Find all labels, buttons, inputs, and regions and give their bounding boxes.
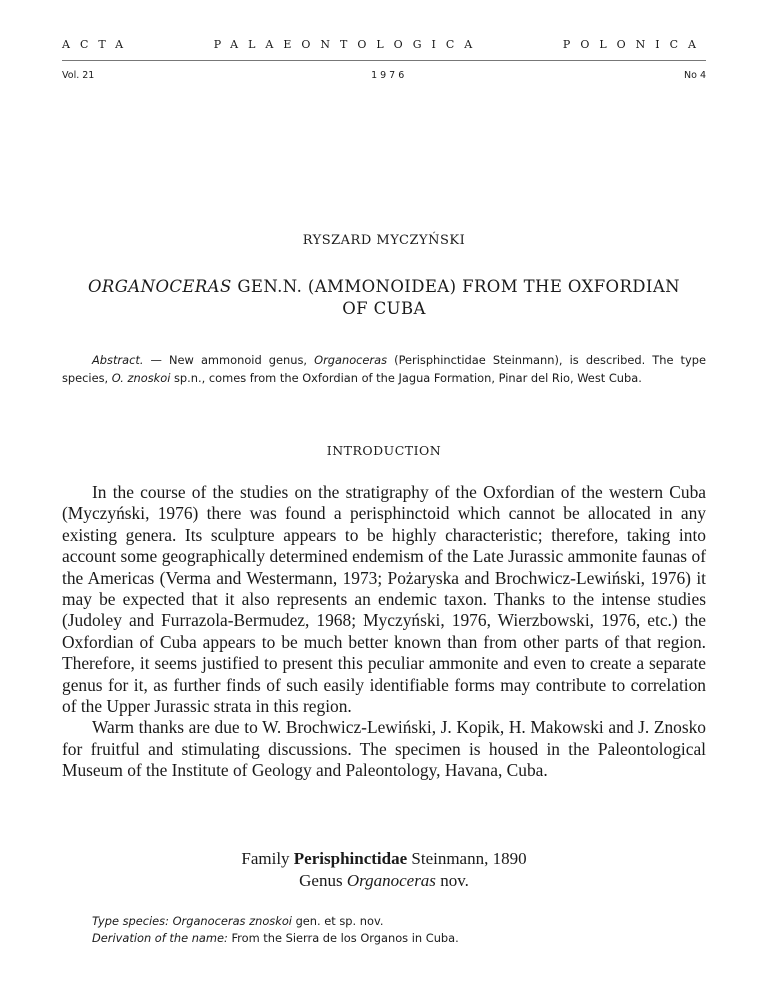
volume-label: Vol. 21: [62, 70, 95, 81]
year-label: 1976: [371, 70, 408, 81]
title-line1: GEN.N. (AMMONOIDEA) FROM THE OXFORDIAN: [231, 277, 681, 296]
introduction-body: [62, 482, 706, 782]
abstract-species: O. znoskoi: [111, 371, 171, 385]
issue-number: No 4: [684, 70, 706, 81]
title-genus: ORGANOCERAS: [87, 277, 232, 296]
section-heading-introduction: INTRODUCTION: [326, 443, 442, 458]
article-title: [62, 276, 706, 320]
family-name: Perisphinctidae: [293, 849, 408, 868]
abstract: [62, 351, 706, 387]
paragraph: Warm thanks are due to W. Brochwicz-Lewiński, J. Kopik, H. Makowski and J. Znosko for fruitful and stimulating discussions. The specimen is housed in the Paleontological Museum of the Institute of Geology and Paleontology, Havana, Cuba.: [62, 717, 706, 781]
genus-name: Organoceras: [346, 871, 436, 890]
journal-word-palaeontologica: PALAEONTOLOGICA: [213, 38, 483, 51]
abstract-label: Abstract.: [92, 353, 144, 367]
journal-word-acta: ACTA: [62, 38, 134, 51]
type-species-value: Organoceras znoskoi: [172, 914, 292, 928]
type-species-label: Type species:: [92, 914, 169, 928]
derivation-label: Derivation of the name:: [92, 931, 228, 945]
taxon-definitions: [62, 913, 706, 947]
header-rule: [62, 60, 706, 61]
taxonomy-heading: [0, 848, 768, 892]
genus-prefix: Genus: [299, 871, 347, 890]
derivation-line: [62, 930, 706, 947]
abstract-genus: Organoceras: [314, 353, 388, 367]
type-species-line: [62, 913, 706, 930]
abstract-text: — New ammonoid genus,: [143, 353, 315, 367]
paragraph: In the course of the studies on the stratigraphy of the Oxfordian of the western Cuba (Myczyński, 1976) there was found a perisphinctoid which cannot be allocated in any existing genera. Its sculpture appears to be highly characteristic; therefore, taking into account some geographically determined endemism of the Late Jurassic ammonite faunas of the Americas (Verma and Westermann, 1973; Pożaryska and Brochwicz-Lewiński, 1976) it may be expected that it also represents an endemic taxon. Thanks to the intense studies (Judoley and Furrazola-Bermudez, 1968; Myczyński, 1976, Wierzbowski, 1976, etc.) the Oxfordian of Cuba appears to be much better known than from other parts of that region. Therefore, it seems justified to present this peculiar ammonite and even to create a separate genus for it, as further finds of such easily identifiable forms may contribute to correlation of the Upper Jurassic strata in this region.: [62, 482, 706, 717]
abstract-text: sp.n., comes from the Oxfordian of the Jagua Formation, Pinar del Rio, West Cuba.: [170, 371, 642, 385]
type-species-suffix: gen. et sp. nov.: [291, 914, 384, 928]
abstract-text: (Perisphinctidae Steinmann), is described. The type species,: [62, 353, 707, 385]
author-name: RYSZARD MYCZYŃSKI: [302, 233, 466, 248]
family-prefix: Family: [241, 849, 294, 868]
journal-title: [62, 38, 706, 51]
genus-suffix: nov.: [435, 871, 469, 890]
title-line2: OF CUBA: [342, 299, 426, 318]
family-author: Steinmann, 1890: [407, 849, 527, 868]
derivation-value: From the Sierra de los Organos in Cuba.: [227, 931, 459, 945]
issue-meta: [62, 70, 706, 81]
journal-word-polonica: POLONICA: [562, 38, 706, 51]
